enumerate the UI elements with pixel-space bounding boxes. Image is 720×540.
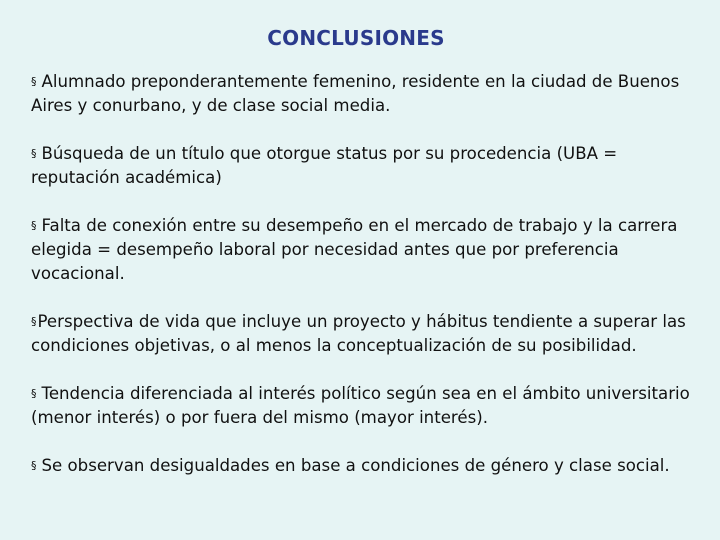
bullet-text: Falta de conexión entre su desempeño en el mercado de trabajo y la carrera elegida = desempeño laboral por necesidad antes que por preferencia vocacional. <box>31 216 678 283</box>
bullet-text: Perspectiva de vida que incluye un proyecto y hábitus tendiente a superar las condiciones objetivas, o al menos la conceptualización de su posibilidad. <box>31 312 686 355</box>
bullet-marker-icon: § <box>31 219 37 232</box>
list-item <box>31 310 703 358</box>
bullet-marker-icon: § <box>31 459 37 472</box>
list-item <box>31 70 703 118</box>
bullet-marker-icon: § <box>31 75 37 88</box>
list-item <box>31 382 703 430</box>
bullet-text: Se observan desigualdades en base a condiciones de género y clase social. <box>41 456 670 475</box>
bullet-text: Búsqueda de un título que otorgue status por su procedencia (UBA = reputación académica) <box>31 144 618 187</box>
list-item <box>31 214 703 286</box>
bullet-marker-icon: § <box>31 315 37 328</box>
list-item <box>31 454 703 478</box>
slide-title: CONCLUSIONES <box>267 26 445 50</box>
bullet-marker-icon: § <box>31 387 37 400</box>
bullet-text: Tendencia diferenciada al interés político según sea en el ámbito universitario (menor interés) o por fuera del mismo (mayor interés). <box>31 384 690 427</box>
list-item <box>31 142 703 190</box>
bullet-text: Alumnado preponderantemente femenino, residente en la ciudad de Buenos Aires y conurbano, y de clase social media. <box>31 72 680 115</box>
bullet-marker-icon: § <box>31 147 37 160</box>
conclusions-list <box>31 70 703 478</box>
